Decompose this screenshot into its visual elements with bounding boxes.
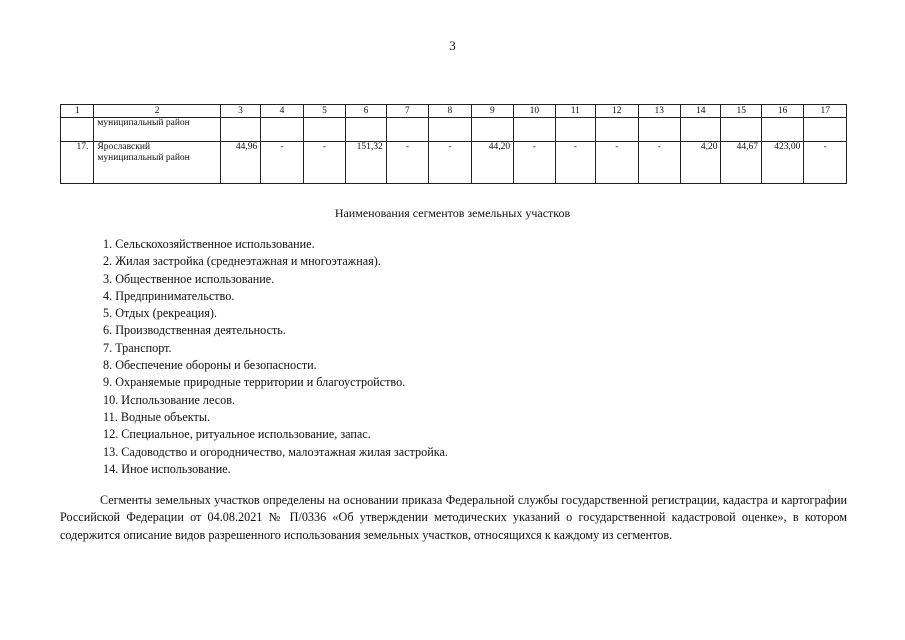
table-row-17	[61, 142, 847, 184]
table-cell: -	[596, 142, 638, 184]
header-cell: 13	[638, 105, 680, 118]
table-cell: 423,00	[761, 142, 803, 184]
header-cell: 4	[261, 105, 303, 118]
table-cell: -	[303, 142, 345, 184]
segments-list	[103, 236, 448, 478]
table-cell: 44,20	[471, 142, 513, 184]
row-number-cell: 17.	[61, 142, 94, 184]
segments-heading: Наименования сегментов земельных участков	[334, 206, 571, 220]
table-cell-name: Ярославский муниципальный район	[94, 142, 220, 184]
header-cell: 10	[514, 105, 555, 118]
header-cell: 9	[471, 105, 513, 118]
segment-item: 1. Сельскохозяйственное использование.	[103, 237, 315, 251]
header-cell: 16	[761, 105, 803, 118]
segment-item: 6. Производственная деятельность.	[103, 323, 286, 338]
segment-item: 4. Предпринимательство.	[103, 288, 235, 303]
table-cell	[220, 118, 260, 142]
segment-item: 5. Отдых (рекреация).	[103, 306, 217, 321]
segment-item: 2. Жилая застройка (среднеэтажная и многоэтажная).	[103, 254, 381, 269]
table-cell: 44,96	[220, 142, 260, 184]
table-cell	[761, 118, 803, 142]
table-cell	[555, 118, 595, 142]
header-cell: 3	[220, 105, 260, 118]
segment-item: 8. Обеспечение обороны и безопасности.	[103, 358, 317, 373]
table-cell: -	[555, 142, 595, 184]
segment-item: 9. Охраняемые природные территории и благоустройство.	[103, 375, 406, 390]
header-cell: 8	[429, 105, 471, 118]
table-cell	[804, 118, 847, 142]
segment-item: 7. Транспорт.	[103, 340, 172, 355]
header-cell: 17	[804, 105, 847, 118]
segment-item: 10. Использование лесов.	[103, 392, 236, 407]
table-cell	[386, 118, 428, 142]
page-number: 3	[449, 38, 456, 53]
table-cell: -	[514, 142, 555, 184]
table-cell	[721, 118, 761, 142]
header-cell: 12	[596, 105, 638, 118]
table-cell	[261, 118, 303, 142]
segment-item: 13. Садоводство и огородничество, малоэтажная жилая застройка.	[103, 444, 448, 459]
table-cell: -	[261, 142, 303, 184]
table-cell	[471, 118, 513, 142]
header-cell: 1	[61, 105, 94, 118]
segment-item: 11. Водные объекты.	[103, 409, 211, 424]
segment-item: 12. Специальное, ритуальное использование, запас.	[103, 427, 371, 442]
header-cell: 11	[555, 105, 595, 118]
table-cell: -	[638, 142, 680, 184]
header-cell: 2	[94, 105, 220, 118]
header-cell: 15	[721, 105, 761, 118]
table-cell: 44,67	[721, 142, 761, 184]
table-header-row	[61, 105, 847, 118]
table-cell	[61, 118, 94, 142]
table-cell	[638, 118, 680, 142]
body-paragraph: Сегменты земельных участков определены на основании приказа Федеральной службы государственной регистрации, кадастра и картографии Российской Федерации от 04.08.2021 № П/0336 «Об утверждении методических указаний о государственной кадастровой оценке», в котором содержится описание видов разрешенного использования земельных участков, относящихся к каждому из сегментов.	[60, 493, 847, 542]
header-cell: 6	[346, 105, 386, 118]
table-cell: 4,20	[681, 142, 721, 184]
table-cell	[429, 118, 471, 142]
header-cell: 14	[681, 105, 721, 118]
table-cell	[596, 118, 638, 142]
table-cell	[681, 118, 721, 142]
segment-item: 3. Общественное использование.	[103, 271, 275, 286]
table-cell: -	[429, 142, 471, 184]
table-cell	[346, 118, 386, 142]
table-cell-name: муниципальный район	[94, 118, 220, 142]
data-table	[60, 104, 847, 184]
table-cell: -	[386, 142, 428, 184]
table-row-continued	[61, 118, 847, 142]
table-cell: 151,32	[346, 142, 386, 184]
header-cell: 7	[386, 105, 428, 118]
header-cell: 5	[303, 105, 345, 118]
segment-item: 14. Иное использование.	[103, 461, 231, 476]
table-cell	[303, 118, 345, 142]
table-cell	[514, 118, 555, 142]
table-cell: -	[804, 142, 847, 184]
